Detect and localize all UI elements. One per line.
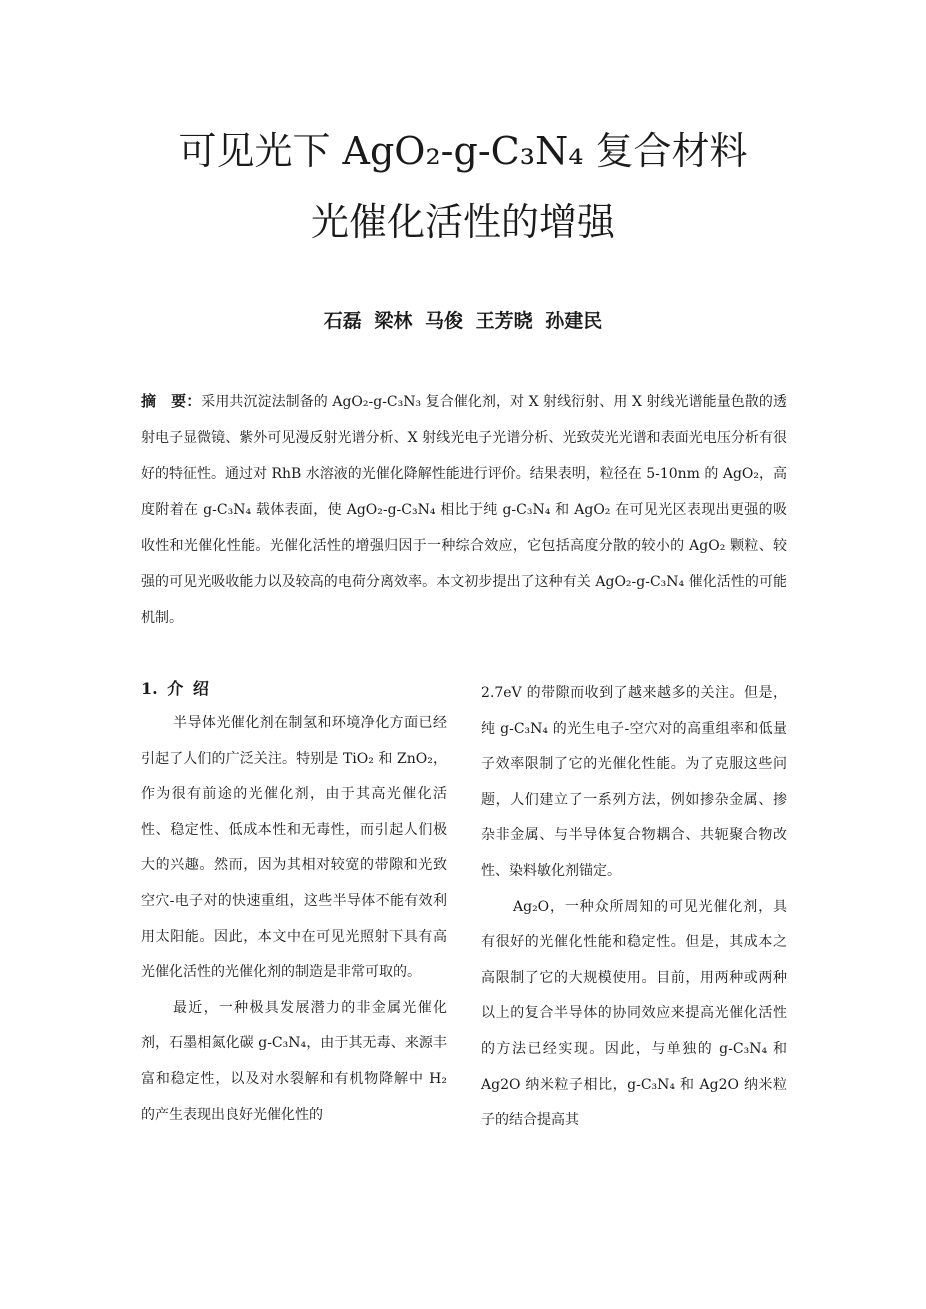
author-list: 石磊 梁林 马俊 王芳晓 孙建民 xyxy=(323,310,603,332)
intro-paragraph-2-continued: 2.7eV 的带隙而收到了越来越多的关注。但是，纯 g-C₃N₄ 的光生电子-空穴对的高重组率和低量子效率限制了它的光催化性能。为了克服这些问题，人们建立了一系列方法，例如掺杂金属、掺杂非金属、与半导体复合物耦合、共轭聚合物改性、染料敏化剂锚定。 xyxy=(481,685,787,879)
abstract-label: 摘 要： xyxy=(141,392,202,410)
paper-title-line-1: 可见光下 AgO₂-g-C₃N₄ 复合材料 xyxy=(178,129,748,173)
left-column xyxy=(141,676,447,1133)
abstract xyxy=(141,383,787,636)
abstract-text: 采用共沉淀法制备的 AgO₂-g-C₃N₃ 复合催化剂，对 X 射线衍射、用 X 射线光谱能量色散的透射电子显微镜、紫外可见漫反射光谱分析、X 射线光电子光谱分析、光致荧光光谱和表面光电压分析有很好的特征性。通过对 RhB 水溶液的光催化降解性能进行评价。结果表明，粒径在 5-10nm 的 AgO₂，高度附着在 g-C₃N₄ 载体表面，使 AgO₂-g-C₃N₄ 相比于纯 g-C₃N₄ 和 AgO₂ 在可见光区表现出更强的吸收性和光催化性能。光催化活性的增强归因于一种综合效应，它包括高度分散的较小的 AgO₂ 颗粒、较强的可见光吸收能力以及较高的电荷分离效率。本文初步提出了这种有关 AgO₂-g-C₃N₄ 催化活性的可能机制。 xyxy=(141,394,788,626)
intro-paragraph-1: 半导体光催化剂在制氢和环境净化方面已经引起了人们的广泛关注。特别是 TiO₂ 和 ZnO₂，作为很有前途的光催化剂，由于其高光催化活性、稳定性、低成本性和无毒性，而引起人们极大的兴趣。然而，因为其相对较宽的带隙和光致空穴-电子对的快速重组，这些半导体不能有效利用太阳能。因此，本文中在可见光照射下具有高光催化活性的光催化剂的制造是非常可取的。 xyxy=(141,715,447,981)
section-heading-introduction: 1. 介 绍 xyxy=(141,679,209,698)
intro-paragraph-3: Ag₂O，一种众所周知的可见光催化剂，具有很好的光催化性能和稳定性。但是，其成本之高限制了它的大规模使用。目前，用两种或两种以上的复合半导体的协同效应来提高光催化活性的方法已经实现。因此，与单独的 g-C₃N₄ 和 Ag2O 纳米粒子相比，g-C₃N₄ 和 Ag2O 纳米粒子的结合提高其 xyxy=(481,898,787,1129)
intro-paragraph-2: 最近，一种极具发展潜力的非金属光催化剂，石墨相氮化碳 g-C₃N₄，由于其无毒、来源丰富和稳定性，以及对水裂解和有机物降解中 H₂ 的产生表现出良好光催化性的 xyxy=(141,999,447,1123)
right-column xyxy=(481,676,787,1139)
paper-title-line-2: 光催化活性的增强 xyxy=(310,200,615,244)
